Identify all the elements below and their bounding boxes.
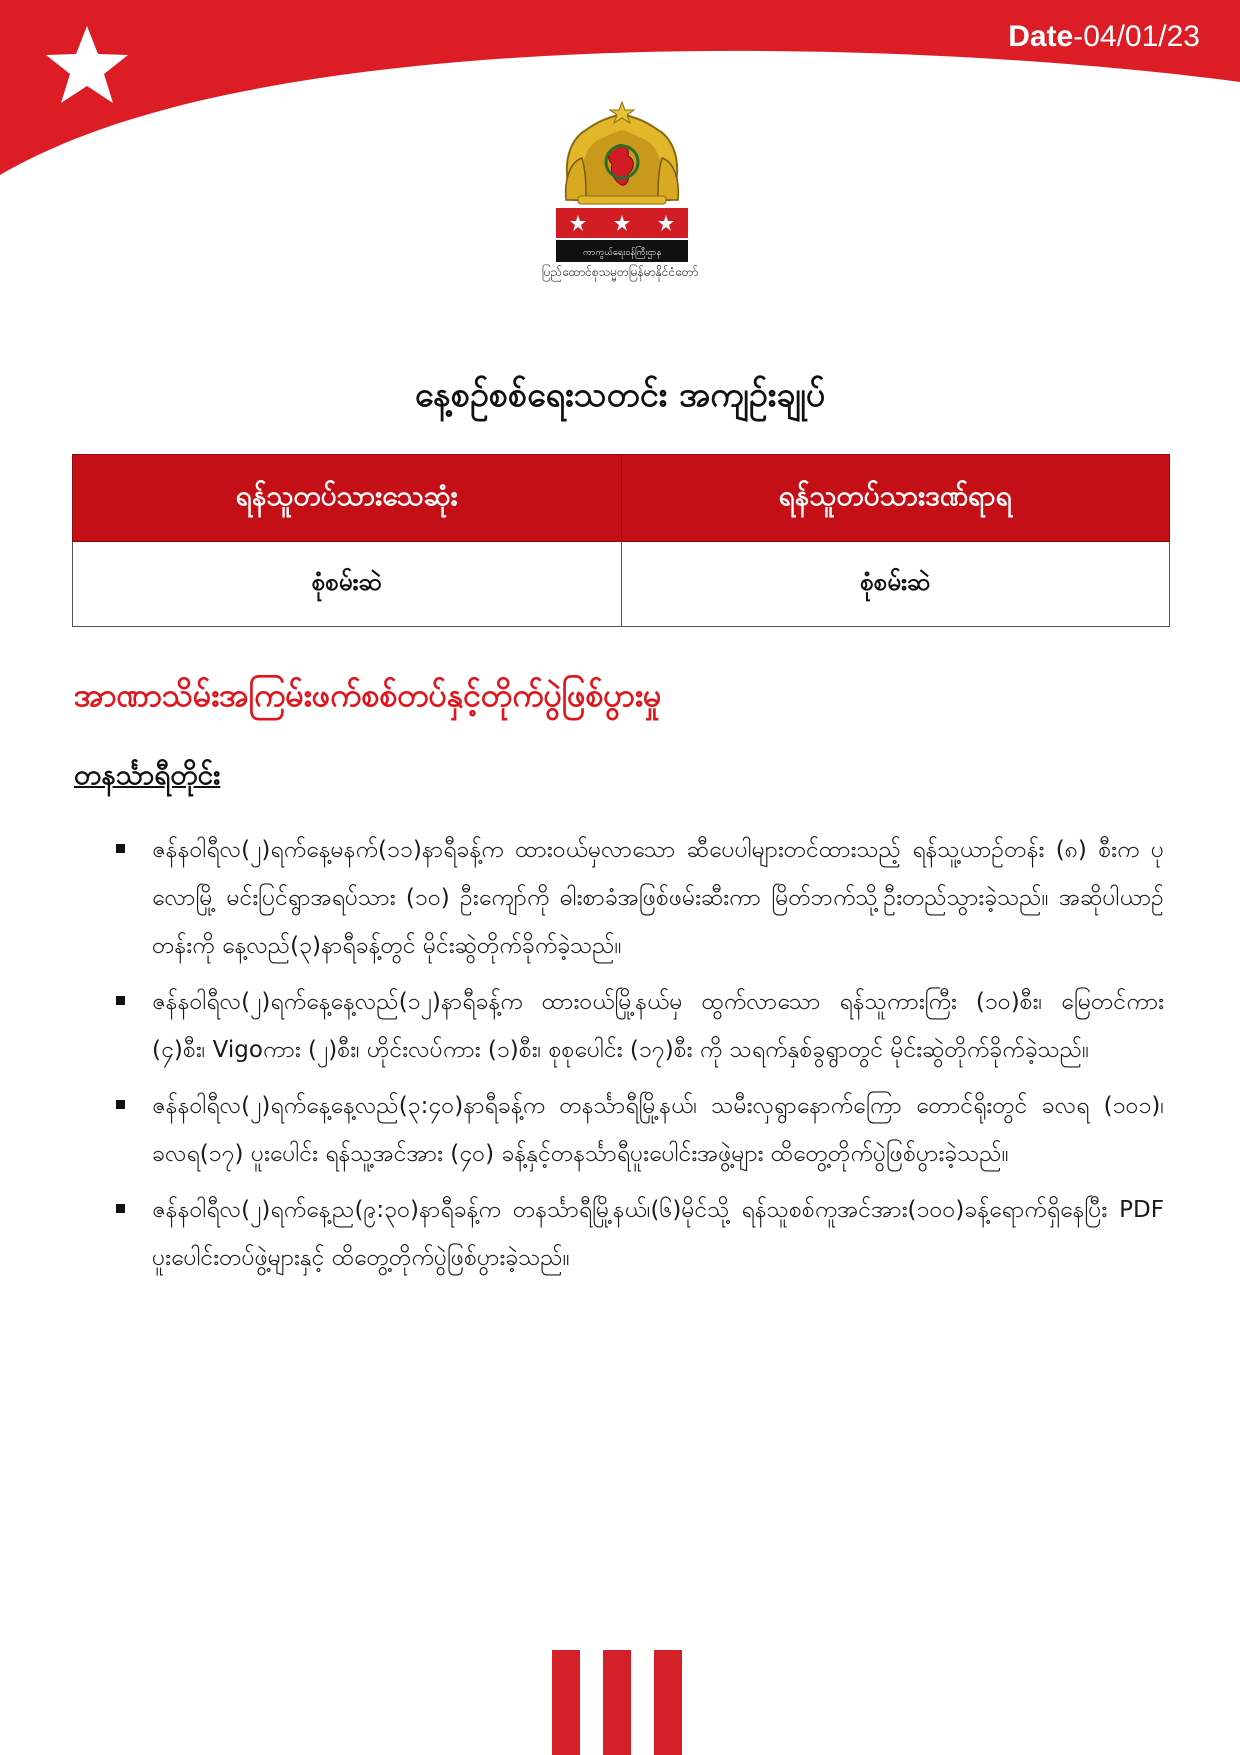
- list-item-text: ဇန်နဝါရီလ(၂)ရက်နေ့နေ့လည်(၃:၄၀)နာရီခန့်က တနင်္သာရီမြို့နယ်၊ သမီးလှရွာနောက်ကြော တောင်ရိုးတွင် ခလရ (၁၀၁)၊ ခလရ(၁၇) ပူးပေါင်း ရန်သူ့အင်အား (၄၀) ခန့်နှင့်တနင်္သာရီပူးပေါင်းအဖွဲ့များ ထိတွေ့တိုက်ပွဲဖြစ်ပွားခဲ့သည်။: [152, 1093, 1164, 1167]
- footer-bar: [552, 1650, 580, 1755]
- bullet-icon: [116, 1204, 125, 1213]
- date-label: Date: [1008, 20, 1074, 53]
- footer-bars: [552, 1650, 682, 1755]
- header-enemy-wounded: ရန်သူတပ်သားဒဏ်ရာရ: [621, 455, 1170, 542]
- list-item: [112, 1082, 1164, 1178]
- emblem-banner-text: ကာကွယ်ရေးဝန်ကြီးဌာန: [582, 248, 662, 258]
- value-enemy-killed: စုံစမ်းဆဲ: [73, 542, 622, 627]
- date-line: [1008, 20, 1200, 54]
- footer-bar: [654, 1650, 682, 1755]
- bullet-icon: [116, 844, 125, 853]
- list-item: [112, 978, 1164, 1074]
- header-enemy-killed: ရန်သူတပ်သားသေဆုံး: [73, 455, 622, 542]
- list-item: [112, 1186, 1164, 1282]
- bullet-icon: [116, 996, 125, 1005]
- date-value: -04/01/23: [1073, 20, 1200, 53]
- list-item-text: ဇန်နဝါရီလ(၂)ရက်နေ့မနက်(၁၁)နာရီခန့်က ထားဝယ်မှလာသော ဆီပေပါများတင်ထားသည့် ရန်သူ့ယာဉ်တန်း (၈) စီးက ပုလောမြို့ မင်းပြင်ရွာအရပ်သား (၁၀) ဦးကျော်ကို ဓါးစာခံအဖြစ်ဖမ်းဆီးကာ မြိတ်ဘက်သို့ဦးတည်သွားခဲ့သည်။ အဆိုပါယာဉ်တန်းကို နေ့လည်(၃)နာရီခန့်တွင် မိုင်းဆွဲတိုက်ခိုက်ခဲ့သည်။: [152, 837, 1164, 959]
- region-heading: တနင်္သာရီတိုင်း: [74, 758, 221, 791]
- page-title: နေ့စဉ်စစ်ရေးသတင်း အကျဉ်းချုပ်: [414, 375, 826, 415]
- table-header-row: [73, 455, 1170, 542]
- value-enemy-wounded: စုံစမ်းဆဲ: [621, 542, 1170, 627]
- state-seal-icon: [556, 100, 688, 290]
- section-heading: အာဏာသိမ်းအကြမ်းဖက်စစ်တပ်နှင့်တိုက်ပွဲဖြစ်ပွားမှု: [74, 676, 662, 714]
- news-list: [112, 826, 1164, 1290]
- casualty-summary-table: [72, 454, 1170, 627]
- table-row: [73, 542, 1170, 627]
- list-item-text: ဇန်နဝါရီလ(၂)ရက်နေ့ည(၉:၃၀)နာရီခန့်က တနင်္သာရီမြို့နယ်၊(၆)မိုင်သို့ ရန်သူစစ်ကူအင်အား(၁၀၀)ခန့်ရောက်ရှိနေပြီး PDF ပူးပေါင်းတပ်ဖွဲ့များနှင့် ထိတွေ့တိုက်ပွဲဖြစ်ပွားခဲ့သည်။: [152, 1197, 1164, 1271]
- emblem-caption: ပြည်ထောင်စုသမ္မတမြန်မာနိုင်ငံတော်: [541, 265, 699, 279]
- bullet-icon: [116, 1100, 125, 1109]
- list-item-text: ဇန်နဝါရီလ(၂)ရက်နေ့နေ့လည်(၁၂)နာရီခန့်က ထားဝယ်မြို့နယ်မှ ထွက်လာသော ရန်သူကားကြီး (၁၀)စီး၊ မြေတင်ကား (၄)စီး၊ Vigoကား (၂)စီး၊ ဟိုင်းလပ်ကား (၁)စီး၊ စုစုပေါင်း (၁၇)စီး ကို သရက်နှစ်ခွရွာတွင် မိုင်းဆွဲတိုက်ခိုက်ခဲ့သည်။: [152, 989, 1164, 1063]
- footer-bar: [603, 1650, 631, 1755]
- list-item: [112, 826, 1164, 970]
